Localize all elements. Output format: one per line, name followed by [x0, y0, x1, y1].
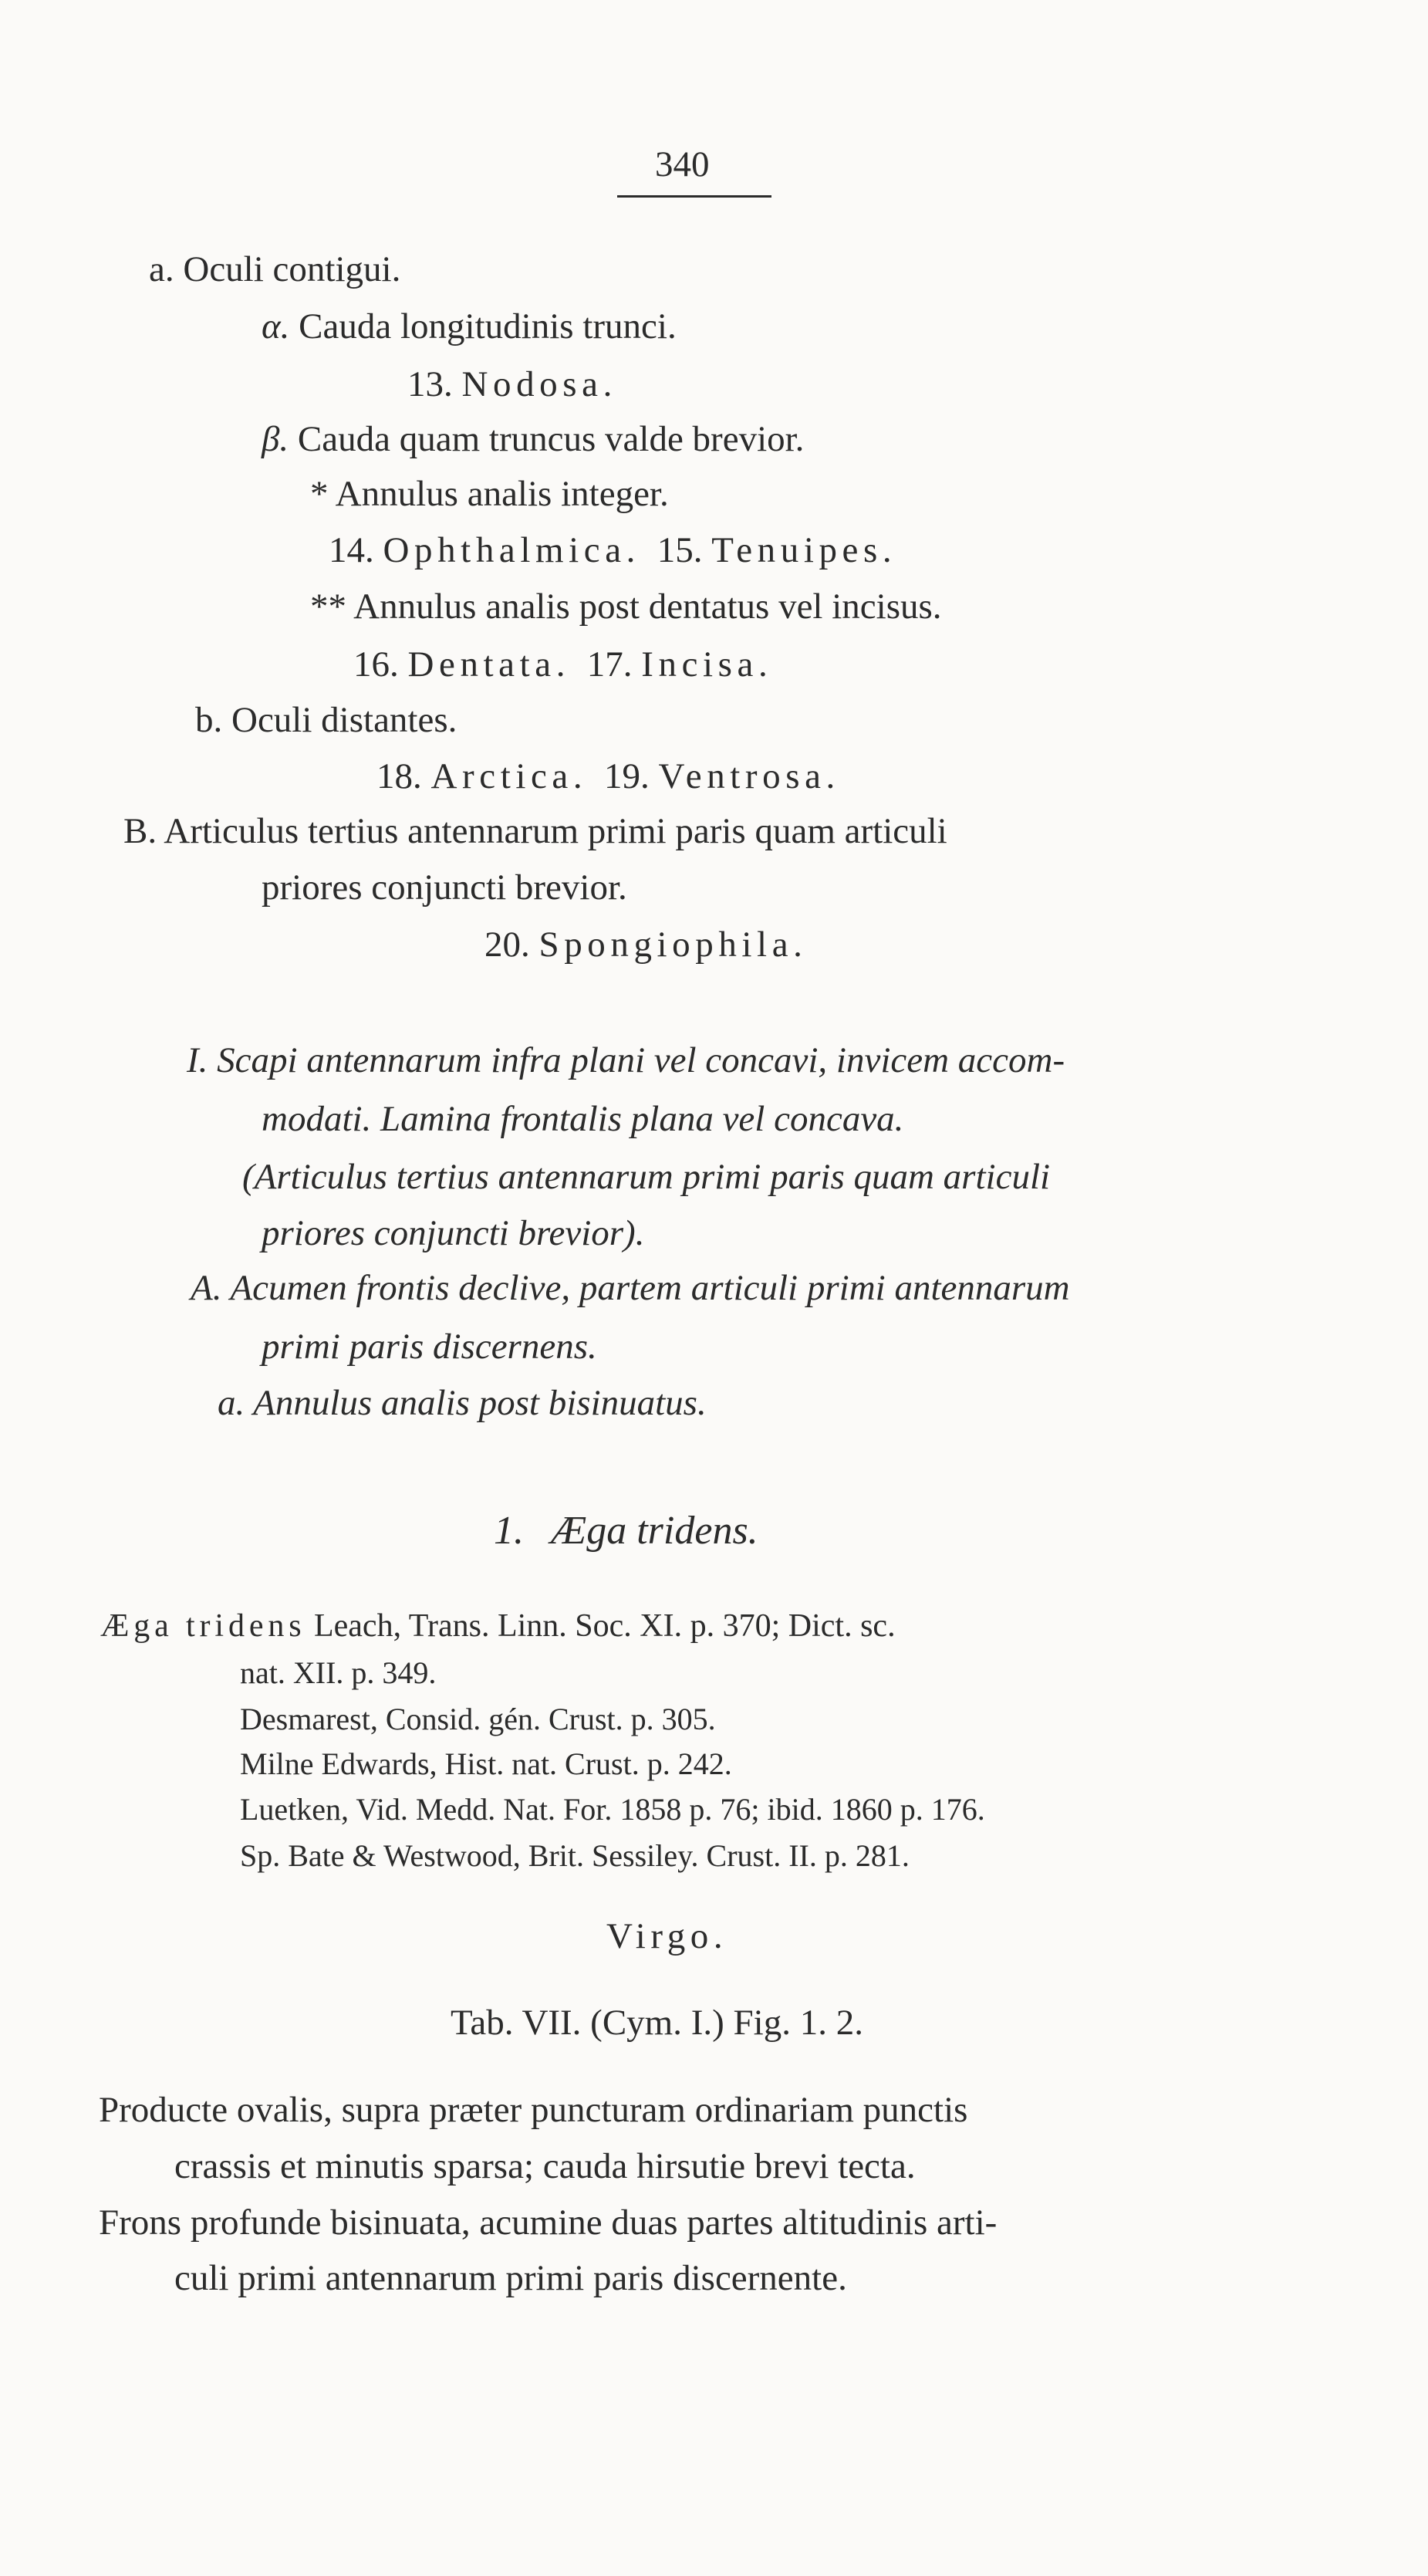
key-b-label: b. — [195, 700, 223, 740]
synonymy-3: Milne Edwards, Hist. nat. Crust. p. 242. — [240, 1746, 732, 1781]
description-line-4: culi primi antennarum primi paris discernente. — [174, 2258, 847, 2298]
key-beta-text: Cauda quam truncus valde brevior. — [297, 419, 805, 459]
key-B-label: B. — [123, 811, 157, 851]
page-number: 340 — [655, 144, 710, 184]
key-beta-label: β. — [262, 419, 289, 459]
species-15-number: 15. — [657, 530, 703, 570]
key-a-label: a. — [149, 249, 174, 289]
key-star2 — [310, 589, 942, 625]
synonymy-species-name: Ӕga tridens — [100, 1608, 306, 1644]
synonymy-1-text: Leach, Trans. Linn. Soc. XI. p. 370; Dict. sc. — [313, 1608, 896, 1644]
species-13-number: 13. — [407, 364, 453, 404]
species-heading-name: Ӕga tridens. — [551, 1509, 758, 1553]
synonymy-2: Desmarest, Consid. gén. Crust. p. 305. — [240, 1702, 716, 1736]
species-heading — [494, 1511, 758, 1551]
species-14-number: 14. — [329, 530, 374, 570]
species-15-name: Tenuipes. — [711, 530, 897, 570]
species-14-15 — [329, 532, 896, 569]
synonymy-1 — [100, 1610, 896, 1642]
key-alpha-text: Cauda longitudinis trunci. — [299, 306, 677, 347]
species-14-name: Ophthalmica. — [383, 530, 640, 570]
synonymy-5: Sp. Bate & Westwood, Brit. Sessiley. Crust. II. p. 281. — [240, 1838, 910, 1873]
species-13-name: Nodosa. — [461, 364, 617, 404]
species-18-number: 18. — [376, 756, 422, 796]
species-16-17 — [353, 644, 773, 685]
species-19-name: Ventrosa. — [658, 756, 840, 796]
species-16-name: Dentata. — [407, 644, 571, 685]
description-line-2: crassis et minutis sparsa; cauda hirsutie brevi tecta. — [174, 2146, 916, 2186]
species-20-number: 20. — [484, 925, 530, 965]
key-alpha-label: α. — [262, 306, 290, 347]
key-star2-text: Annulus analis post dentatus vel incisus. — [353, 587, 942, 627]
species-18-name: Arctica. — [430, 756, 588, 796]
subkey-I-text-1: Scapi antennarum infra plani vel concavi, invicem accom- — [217, 1040, 1065, 1080]
description-line-1: Producte ovalis, supra præter puncturam ordinariam punctis — [99, 2090, 968, 2130]
subkey-A-label: A. — [191, 1268, 222, 1308]
key-alpha — [262, 306, 677, 347]
subkey-a-text: Annulus analis post bisinuatus. — [253, 1383, 707, 1423]
synonymy-4: Luetken, Vid. Medd. Nat. For. 1858 p. 76; ibid. 1860 p. 176. — [240, 1792, 985, 1827]
key-a — [149, 249, 401, 289]
subkey-I-line-2: modati. Lamina frontalis plana vel concava. — [262, 1099, 904, 1139]
subkey-A — [191, 1270, 1070, 1307]
species-16-number: 16. — [353, 644, 399, 685]
plate-reference: Tab. VII. (Cym. I.) Fig. 1. 2. — [451, 2003, 863, 2043]
key-star2-mark: ** — [310, 587, 346, 627]
species-17-name: Incisa. — [641, 644, 773, 685]
subkey-I — [187, 1040, 1065, 1080]
header-rule — [617, 195, 771, 198]
key-b — [195, 702, 457, 739]
key-B-line-2: priores conjuncti brevior. — [262, 867, 627, 908]
species-18-19 — [376, 756, 840, 796]
species-heading-number: 1. — [494, 1509, 524, 1553]
subkey-A-text-1: Acumen frontis declive, partem articuli primi antennarum — [230, 1268, 1070, 1308]
species-19-number: 19. — [603, 756, 650, 796]
key-B-text-1: Articulus tertius antennarum primi paris quam articuli — [164, 811, 947, 851]
key-b-text: Oculi distantes. — [231, 700, 457, 740]
description-line-3: Frons profunde bisinuata, acumine duas partes altitudinis arti- — [99, 2202, 998, 2243]
key-a-text: Oculi contigui. — [183, 249, 401, 289]
subkey-I-label: I. — [187, 1040, 208, 1080]
key-beta — [262, 421, 804, 458]
synonymy-1-cont: nat. XII. p. 349. — [240, 1655, 437, 1690]
subkey-a — [218, 1385, 707, 1422]
species-20-name: Spongiophila. — [538, 925, 808, 965]
key-star1-mark: * — [310, 474, 329, 514]
species-17-number: 17. — [586, 644, 633, 685]
sex-label: Virgo. — [606, 1916, 728, 1956]
key-star1-text: Annulus analis integer. — [335, 474, 669, 514]
species-13 — [407, 364, 617, 404]
species-20 — [484, 927, 807, 963]
subkey-A-line-2: primi paris discernens. — [262, 1327, 597, 1367]
subkey-a-label: a. — [218, 1383, 245, 1423]
subkey-I-line-4: priores conjuncti brevior). — [262, 1213, 645, 1253]
key-B — [123, 813, 947, 850]
subkey-I-line-3: (Articulus tertius antennarum primi paris quam articuli — [242, 1157, 1051, 1197]
key-star1 — [310, 476, 669, 512]
